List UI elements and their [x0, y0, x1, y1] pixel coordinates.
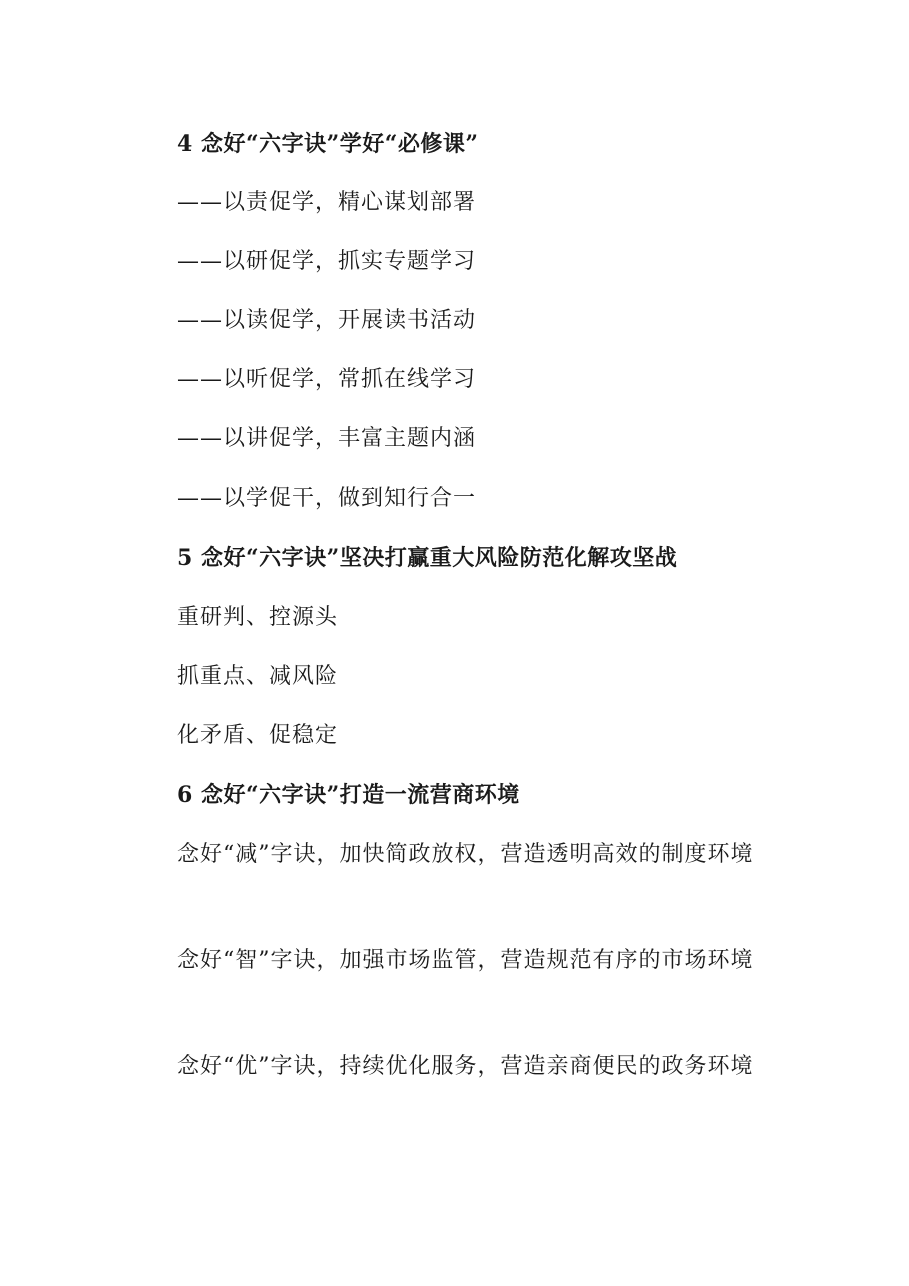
section-4-item-4: ——以听促学，常抓在线学习: [177, 367, 477, 392]
section-6-paragraph-2: 念好“智”字诀，加强市场监管，营造规范有序的市场环境: [177, 948, 754, 973]
section-4-item-1: ——以责促学，精心谋划部署: [177, 190, 477, 215]
section-4-item-2: ——以研促学，抓实专题学习: [177, 249, 477, 274]
section-4-item-6: ——以学促干，做到知行合一: [177, 486, 477, 511]
section-6-paragraph-1: 念好“减”字诀，加快简政放权，营造透明高效的制度环境: [177, 842, 754, 867]
section-6-paragraph-3: 念好“优”字诀，持续优化服务，营造亲商便民的政务环境: [177, 1054, 754, 1079]
section-5-item-2: 抓重点、减风险: [177, 664, 339, 689]
section-4-heading: 4 念好“六字诀”学好“必修课”: [177, 131, 479, 157]
section-5-item-3: 化矛盾、促稳定: [177, 723, 339, 748]
section-6-heading: 6 念好“六字诀”打造一流营商环境: [177, 782, 520, 808]
section-5-item-1: 重研判、控源头: [177, 605, 339, 630]
section-5-heading: 5 念好“六字诀”坚决打赢重大风险防范化解攻坚战: [177, 545, 678, 571]
section-4-item-3: ——以读促学，开展读书活动: [177, 308, 477, 333]
section-4-item-5: ——以讲促学，丰富主题内涵: [177, 426, 477, 451]
